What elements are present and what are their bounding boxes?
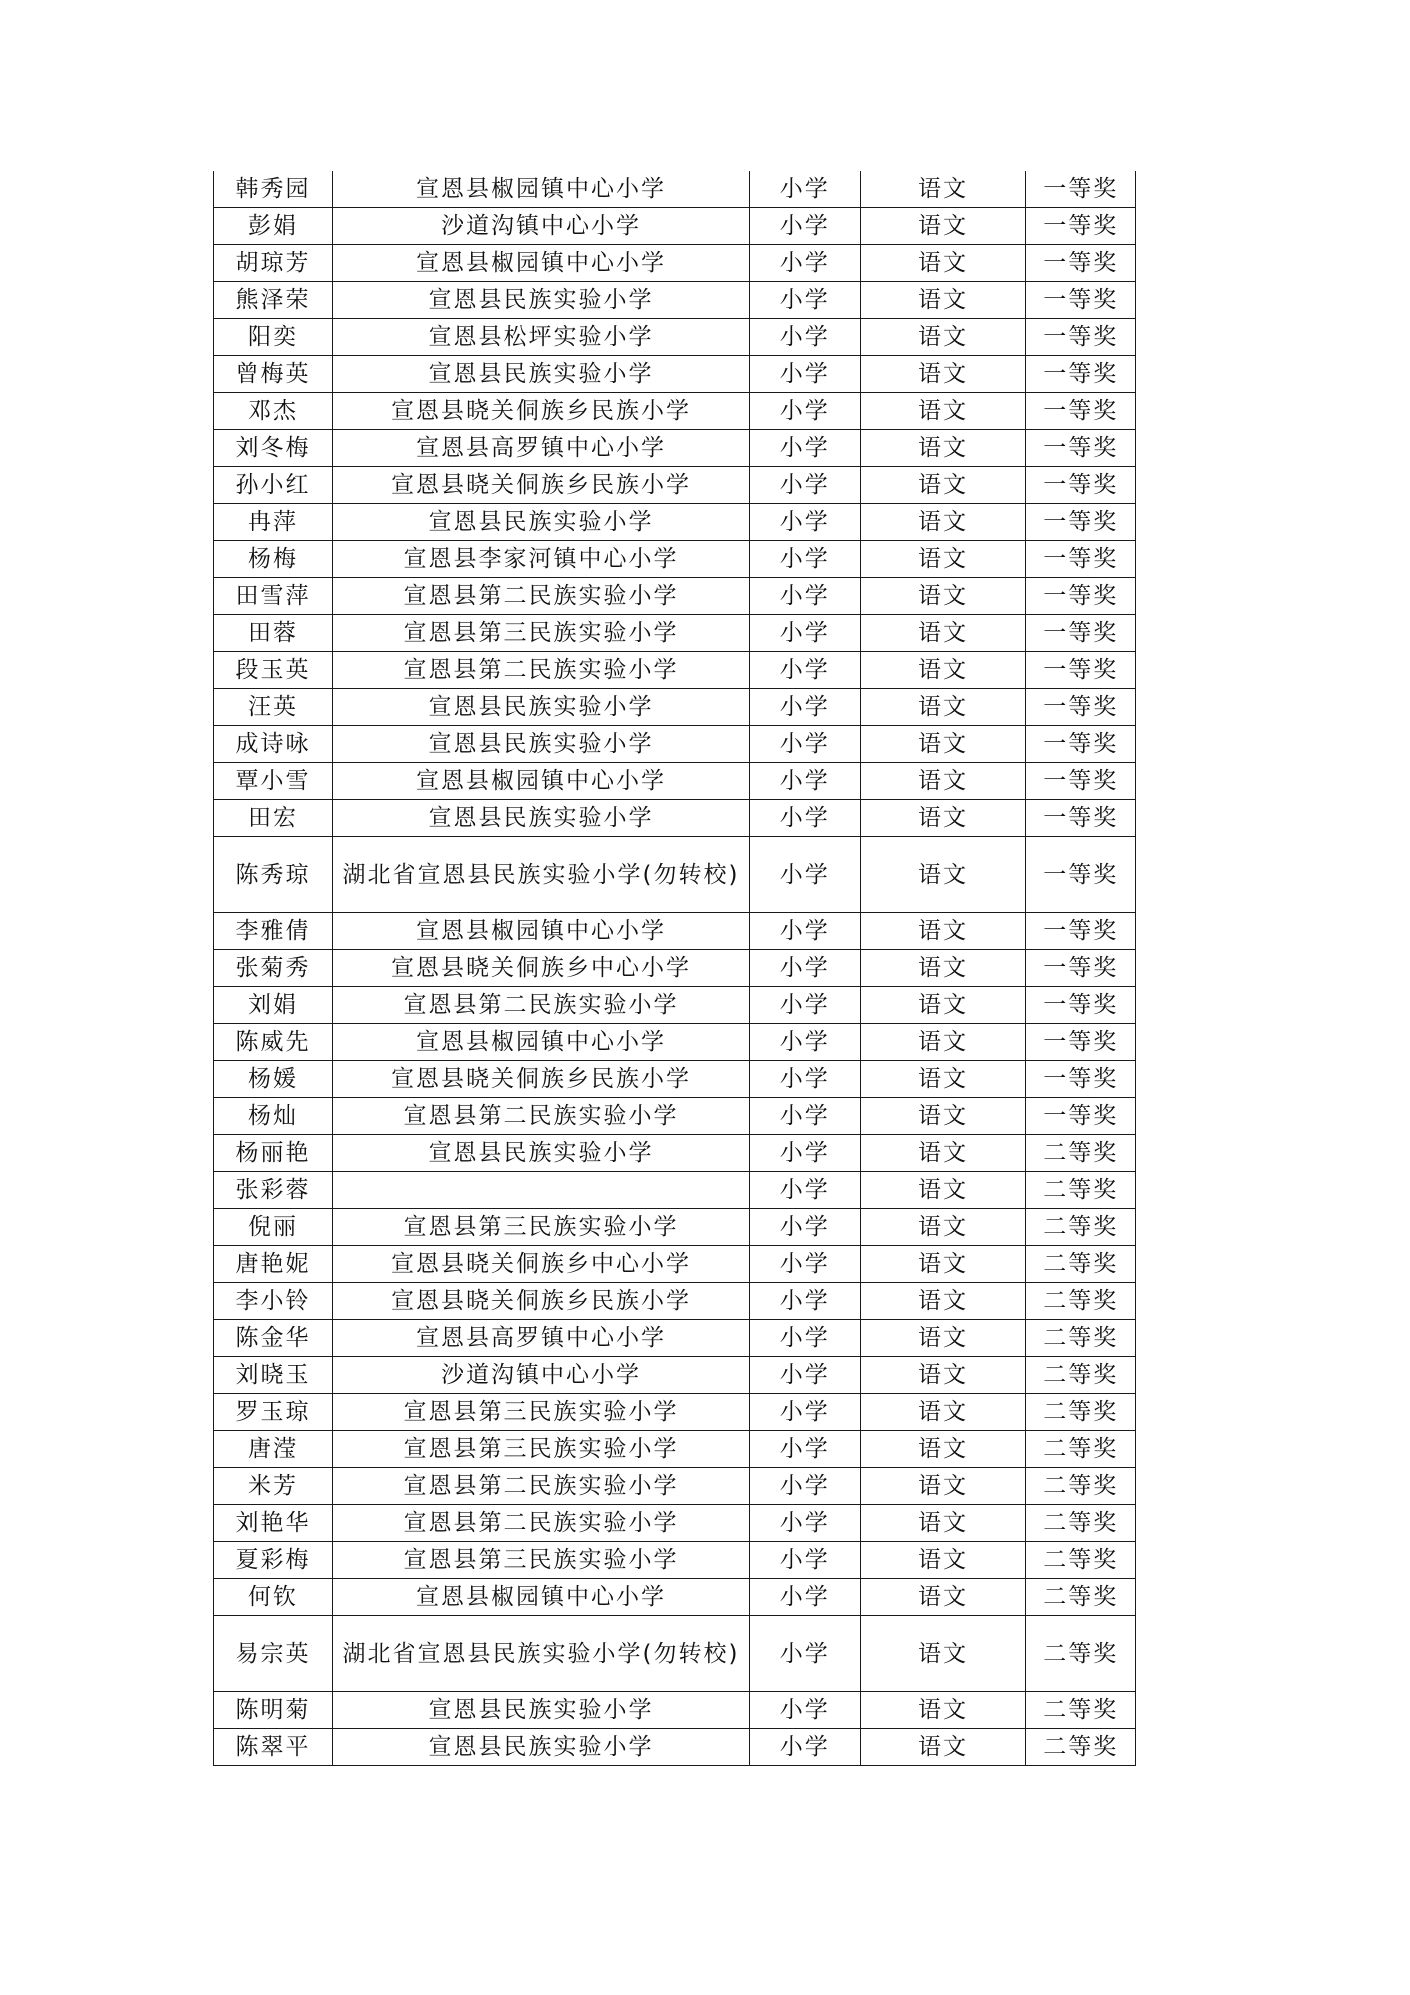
- school-level-cell: 小学: [749, 1431, 860, 1468]
- award-cell: 一等奖: [1026, 615, 1136, 652]
- subject-cell: 语文: [860, 1061, 1026, 1098]
- award-cell: 一等奖: [1026, 171, 1136, 208]
- award-roster-body: [214, 171, 1136, 1766]
- subject-cell: 语文: [860, 1024, 1026, 1061]
- table-row: [214, 615, 1136, 652]
- school-level-cell: 小学: [749, 1172, 860, 1209]
- award-cell: 二等奖: [1026, 1579, 1136, 1616]
- teacher-name-cell: 何钦: [214, 1579, 333, 1616]
- award-cell: 二等奖: [1026, 1320, 1136, 1357]
- subject-cell: 语文: [860, 615, 1026, 652]
- subject-cell: 语文: [860, 1729, 1026, 1766]
- teacher-name-cell: 刘娟: [214, 987, 333, 1024]
- teacher-name-cell: 汪英: [214, 689, 333, 726]
- subject-cell: 语文: [860, 319, 1026, 356]
- subject-cell: 语文: [860, 1394, 1026, 1431]
- subject-cell: 语文: [860, 913, 1026, 950]
- award-cell: 一等奖: [1026, 837, 1136, 913]
- award-cell: 一等奖: [1026, 800, 1136, 837]
- teacher-name-cell: 韩秀园: [214, 171, 333, 208]
- school-level-cell: 小学: [749, 1283, 860, 1320]
- teacher-name-cell: 罗玉琼: [214, 1394, 333, 1431]
- table-row: [214, 1616, 1136, 1692]
- award-cell: 一等奖: [1026, 763, 1136, 800]
- school-cell: 宣恩县椒园镇中心小学: [333, 1579, 750, 1616]
- school-level-cell: 小学: [749, 467, 860, 504]
- school-cell: 宣恩县第二民族实验小学: [333, 1098, 750, 1135]
- school-cell: 宣恩县晓关侗族乡中心小学: [333, 1246, 750, 1283]
- table-row: [214, 1431, 1136, 1468]
- school-level-cell: 小学: [749, 652, 860, 689]
- award-cell: 一等奖: [1026, 430, 1136, 467]
- school-level-cell: 小学: [749, 689, 860, 726]
- school-level-cell: 小学: [749, 1061, 860, 1098]
- school-cell: 宣恩县民族实验小学: [333, 356, 750, 393]
- award-cell: 二等奖: [1026, 1172, 1136, 1209]
- school-cell: 宣恩县民族实验小学: [333, 1135, 750, 1172]
- school-cell: 宣恩县第三民族实验小学: [333, 615, 750, 652]
- school-cell: 宣恩县椒园镇中心小学: [333, 245, 750, 282]
- table-row: [214, 1135, 1136, 1172]
- subject-cell: 语文: [860, 541, 1026, 578]
- table-row: [214, 1394, 1136, 1431]
- school-cell: 宣恩县民族实验小学: [333, 504, 750, 541]
- award-cell: 二等奖: [1026, 1505, 1136, 1542]
- award-roster-table: [213, 171, 1136, 1766]
- award-cell: 二等奖: [1026, 1692, 1136, 1729]
- school-cell: 宣恩县民族实验小学: [333, 726, 750, 763]
- subject-cell: 语文: [860, 171, 1026, 208]
- table-row: [214, 1505, 1136, 1542]
- table-row: [214, 319, 1136, 356]
- table-row: [214, 245, 1136, 282]
- teacher-name-cell: 张菊秀: [214, 950, 333, 987]
- award-cell: 二等奖: [1026, 1283, 1136, 1320]
- teacher-name-cell: 杨灿: [214, 1098, 333, 1135]
- subject-cell: 语文: [860, 652, 1026, 689]
- school-cell: 宣恩县晓关侗族乡民族小学: [333, 393, 750, 430]
- table-row: [214, 504, 1136, 541]
- subject-cell: 语文: [860, 393, 1026, 430]
- award-cell: 一等奖: [1026, 467, 1136, 504]
- school-cell: 宣恩县民族实验小学: [333, 1692, 750, 1729]
- teacher-name-cell: 邓杰: [214, 393, 333, 430]
- table-row: [214, 1172, 1136, 1209]
- school-cell: 宣恩县椒园镇中心小学: [333, 913, 750, 950]
- teacher-name-cell: 熊泽荣: [214, 282, 333, 319]
- school-cell: 宣恩县椒园镇中心小学: [333, 1024, 750, 1061]
- school-cell: 沙道沟镇中心小学: [333, 208, 750, 245]
- school-level-cell: 小学: [749, 541, 860, 578]
- school-level-cell: 小学: [749, 913, 860, 950]
- subject-cell: 语文: [860, 1692, 1026, 1729]
- award-cell: 二等奖: [1026, 1542, 1136, 1579]
- teacher-name-cell: 陈翠平: [214, 1729, 333, 1766]
- teacher-name-cell: 杨媛: [214, 1061, 333, 1098]
- school-cell: 宣恩县第三民族实验小学: [333, 1542, 750, 1579]
- teacher-name-cell: 段玉英: [214, 652, 333, 689]
- school-level-cell: 小学: [749, 208, 860, 245]
- subject-cell: 语文: [860, 950, 1026, 987]
- school-cell: 宣恩县椒园镇中心小学: [333, 171, 750, 208]
- teacher-name-cell: 张彩蓉: [214, 1172, 333, 1209]
- table-row: [214, 950, 1136, 987]
- school-cell: 宣恩县第三民族实验小学: [333, 1431, 750, 1468]
- school-cell: 宣恩县民族实验小学: [333, 1729, 750, 1766]
- school-level-cell: 小学: [749, 1394, 860, 1431]
- teacher-name-cell: 田宏: [214, 800, 333, 837]
- award-cell: 一等奖: [1026, 1061, 1136, 1098]
- school-cell: 宣恩县晓关侗族乡中心小学: [333, 950, 750, 987]
- subject-cell: 语文: [860, 1320, 1026, 1357]
- school-level-cell: 小学: [749, 282, 860, 319]
- teacher-name-cell: 孙小红: [214, 467, 333, 504]
- table-row: [214, 726, 1136, 763]
- subject-cell: 语文: [860, 208, 1026, 245]
- school-level-cell: 小学: [749, 393, 860, 430]
- teacher-name-cell: 夏彩梅: [214, 1542, 333, 1579]
- teacher-name-cell: 杨梅: [214, 541, 333, 578]
- teacher-name-cell: 唐滢: [214, 1431, 333, 1468]
- award-cell: 一等奖: [1026, 356, 1136, 393]
- school-cell: 宣恩县椒园镇中心小学: [333, 763, 750, 800]
- award-cell: 一等奖: [1026, 987, 1136, 1024]
- teacher-name-cell: 唐艳妮: [214, 1246, 333, 1283]
- teacher-name-cell: 阳奕: [214, 319, 333, 356]
- subject-cell: 语文: [860, 356, 1026, 393]
- teacher-name-cell: 杨丽艳: [214, 1135, 333, 1172]
- award-cell: 二等奖: [1026, 1468, 1136, 1505]
- school-level-cell: 小学: [749, 356, 860, 393]
- table-row: [214, 1357, 1136, 1394]
- teacher-name-cell: 冉萍: [214, 504, 333, 541]
- table-row: [214, 652, 1136, 689]
- school-cell: 宣恩县高罗镇中心小学: [333, 1320, 750, 1357]
- table-row: [214, 800, 1136, 837]
- school-cell: 宣恩县第二民族实验小学: [333, 987, 750, 1024]
- school-cell: 沙道沟镇中心小学: [333, 1357, 750, 1394]
- teacher-name-cell: 刘艳华: [214, 1505, 333, 1542]
- subject-cell: 语文: [860, 837, 1026, 913]
- subject-cell: 语文: [860, 763, 1026, 800]
- subject-cell: 语文: [860, 689, 1026, 726]
- subject-cell: 语文: [860, 1431, 1026, 1468]
- award-cell: 一等奖: [1026, 504, 1136, 541]
- table-row: [214, 541, 1136, 578]
- subject-cell: 语文: [860, 1098, 1026, 1135]
- table-row: [214, 1246, 1136, 1283]
- school-cell: 宣恩县第二民族实验小学: [333, 1505, 750, 1542]
- school-level-cell: 小学: [749, 1320, 860, 1357]
- school-level-cell: 小学: [749, 763, 860, 800]
- table-row: [214, 430, 1136, 467]
- subject-cell: 语文: [860, 1283, 1026, 1320]
- award-cell: 一等奖: [1026, 1098, 1136, 1135]
- table-row: [214, 763, 1136, 800]
- school-level-cell: 小学: [749, 430, 860, 467]
- award-cell: 二等奖: [1026, 1246, 1136, 1283]
- subject-cell: 语文: [860, 1505, 1026, 1542]
- table-row: [214, 1692, 1136, 1729]
- school-cell: 宣恩县第二民族实验小学: [333, 652, 750, 689]
- school-cell: 宣恩县民族实验小学: [333, 282, 750, 319]
- table-row: [214, 1209, 1136, 1246]
- school-level-cell: 小学: [749, 1135, 860, 1172]
- award-cell: 一等奖: [1026, 950, 1136, 987]
- school-cell: 宣恩县第三民族实验小学: [333, 1209, 750, 1246]
- school-level-cell: 小学: [749, 1505, 860, 1542]
- teacher-name-cell: 田蓉: [214, 615, 333, 652]
- table-row: [214, 282, 1136, 319]
- subject-cell: 语文: [860, 800, 1026, 837]
- table-row: [214, 689, 1136, 726]
- school-level-cell: 小学: [749, 987, 860, 1024]
- teacher-name-cell: 倪丽: [214, 1209, 333, 1246]
- award-cell: 二等奖: [1026, 1431, 1136, 1468]
- award-cell: 一等奖: [1026, 541, 1136, 578]
- school-cell: 宣恩县李家河镇中心小学: [333, 541, 750, 578]
- school-cell: 宣恩县高罗镇中心小学: [333, 430, 750, 467]
- award-cell: 一等奖: [1026, 652, 1136, 689]
- teacher-name-cell: 刘冬梅: [214, 430, 333, 467]
- table-row: [214, 913, 1136, 950]
- table-row: [214, 1729, 1136, 1766]
- teacher-name-cell: 米芳: [214, 1468, 333, 1505]
- award-cell: 一等奖: [1026, 726, 1136, 763]
- teacher-name-cell: 陈秀琼: [214, 837, 333, 913]
- teacher-name-cell: 陈明菊: [214, 1692, 333, 1729]
- school-level-cell: 小学: [749, 1209, 860, 1246]
- school-cell: 宣恩县晓关侗族乡民族小学: [333, 1061, 750, 1098]
- table-row: [214, 578, 1136, 615]
- table-row: [214, 467, 1136, 504]
- school-level-cell: 小学: [749, 578, 860, 615]
- table-row: [214, 1320, 1136, 1357]
- school-level-cell: 小学: [749, 319, 860, 356]
- school-level-cell: 小学: [749, 1024, 860, 1061]
- school-level-cell: 小学: [749, 1616, 860, 1692]
- table-row: [214, 837, 1136, 913]
- table-row: [214, 1024, 1136, 1061]
- award-cell: 一等奖: [1026, 245, 1136, 282]
- school-cell: 宣恩县晓关侗族乡民族小学: [333, 467, 750, 504]
- teacher-name-cell: 彭娟: [214, 208, 333, 245]
- table-row: [214, 987, 1136, 1024]
- subject-cell: 语文: [860, 1209, 1026, 1246]
- teacher-name-cell: 李雅倩: [214, 913, 333, 950]
- award-cell: 一等奖: [1026, 319, 1136, 356]
- teacher-name-cell: 成诗咏: [214, 726, 333, 763]
- teacher-name-cell: 李小铃: [214, 1283, 333, 1320]
- table-row: [214, 1283, 1136, 1320]
- subject-cell: 语文: [860, 430, 1026, 467]
- subject-cell: 语文: [860, 1172, 1026, 1209]
- school-level-cell: 小学: [749, 1692, 860, 1729]
- subject-cell: 语文: [860, 504, 1026, 541]
- school-level-cell: 小学: [749, 726, 860, 763]
- school-cell: 湖北省宣恩县民族实验小学(勿转校): [333, 1616, 750, 1692]
- table-row: [214, 1098, 1136, 1135]
- subject-cell: 语文: [860, 1468, 1026, 1505]
- school-level-cell: 小学: [749, 504, 860, 541]
- school-level-cell: 小学: [749, 1098, 860, 1135]
- school-level-cell: 小学: [749, 837, 860, 913]
- subject-cell: 语文: [860, 1579, 1026, 1616]
- award-cell: 一等奖: [1026, 689, 1136, 726]
- school-level-cell: 小学: [749, 171, 860, 208]
- school-cell: 宣恩县民族实验小学: [333, 800, 750, 837]
- school-level-cell: 小学: [749, 615, 860, 652]
- school-level-cell: 小学: [749, 1729, 860, 1766]
- award-cell: 二等奖: [1026, 1394, 1136, 1431]
- award-cell: 一等奖: [1026, 578, 1136, 615]
- school-cell: 湖北省宣恩县民族实验小学(勿转校): [333, 837, 750, 913]
- teacher-name-cell: 曾梅英: [214, 356, 333, 393]
- award-cell: 一等奖: [1026, 913, 1136, 950]
- award-cell: 一等奖: [1026, 1024, 1136, 1061]
- award-cell: 二等奖: [1026, 1616, 1136, 1692]
- subject-cell: 语文: [860, 578, 1026, 615]
- teacher-name-cell: 陈威先: [214, 1024, 333, 1061]
- school-cell: [333, 1172, 750, 1209]
- school-cell: 宣恩县第二民族实验小学: [333, 578, 750, 615]
- award-cell: 二等奖: [1026, 1357, 1136, 1394]
- school-level-cell: 小学: [749, 1542, 860, 1579]
- subject-cell: 语文: [860, 1616, 1026, 1692]
- table-row: [214, 356, 1136, 393]
- award-cell: 一等奖: [1026, 208, 1136, 245]
- school-level-cell: 小学: [749, 1579, 860, 1616]
- teacher-name-cell: 覃小雪: [214, 763, 333, 800]
- award-cell: 一等奖: [1026, 282, 1136, 319]
- award-cell: 二等奖: [1026, 1729, 1136, 1766]
- table-row: [214, 1579, 1136, 1616]
- subject-cell: 语文: [860, 467, 1026, 504]
- table-row: [214, 208, 1136, 245]
- school-level-cell: 小学: [749, 1357, 860, 1394]
- school-level-cell: 小学: [749, 245, 860, 282]
- school-cell: 宣恩县民族实验小学: [333, 689, 750, 726]
- subject-cell: 语文: [860, 1135, 1026, 1172]
- school-level-cell: 小学: [749, 1246, 860, 1283]
- subject-cell: 语文: [860, 1542, 1026, 1579]
- award-cell: 二等奖: [1026, 1135, 1136, 1172]
- subject-cell: 语文: [860, 282, 1026, 319]
- teacher-name-cell: 易宗英: [214, 1616, 333, 1692]
- school-cell: 宣恩县晓关侗族乡民族小学: [333, 1283, 750, 1320]
- school-level-cell: 小学: [749, 950, 860, 987]
- subject-cell: 语文: [860, 245, 1026, 282]
- teacher-name-cell: 田雪萍: [214, 578, 333, 615]
- subject-cell: 语文: [860, 1246, 1026, 1283]
- subject-cell: 语文: [860, 1357, 1026, 1394]
- subject-cell: 语文: [860, 726, 1026, 763]
- school-cell: 宣恩县第三民族实验小学: [333, 1394, 750, 1431]
- teacher-name-cell: 陈金华: [214, 1320, 333, 1357]
- teacher-name-cell: 刘晓玉: [214, 1357, 333, 1394]
- school-cell: 宣恩县第二民族实验小学: [333, 1468, 750, 1505]
- school-level-cell: 小学: [749, 1468, 860, 1505]
- award-cell: 二等奖: [1026, 1209, 1136, 1246]
- table-row: [214, 1542, 1136, 1579]
- school-level-cell: 小学: [749, 800, 860, 837]
- award-roster-sheet: [213, 171, 1136, 1766]
- school-cell: 宣恩县松坪实验小学: [333, 319, 750, 356]
- table-row: [214, 171, 1136, 208]
- table-row: [214, 1468, 1136, 1505]
- table-row: [214, 1061, 1136, 1098]
- subject-cell: 语文: [860, 987, 1026, 1024]
- award-cell: 一等奖: [1026, 393, 1136, 430]
- table-row: [214, 393, 1136, 430]
- teacher-name-cell: 胡琼芳: [214, 245, 333, 282]
